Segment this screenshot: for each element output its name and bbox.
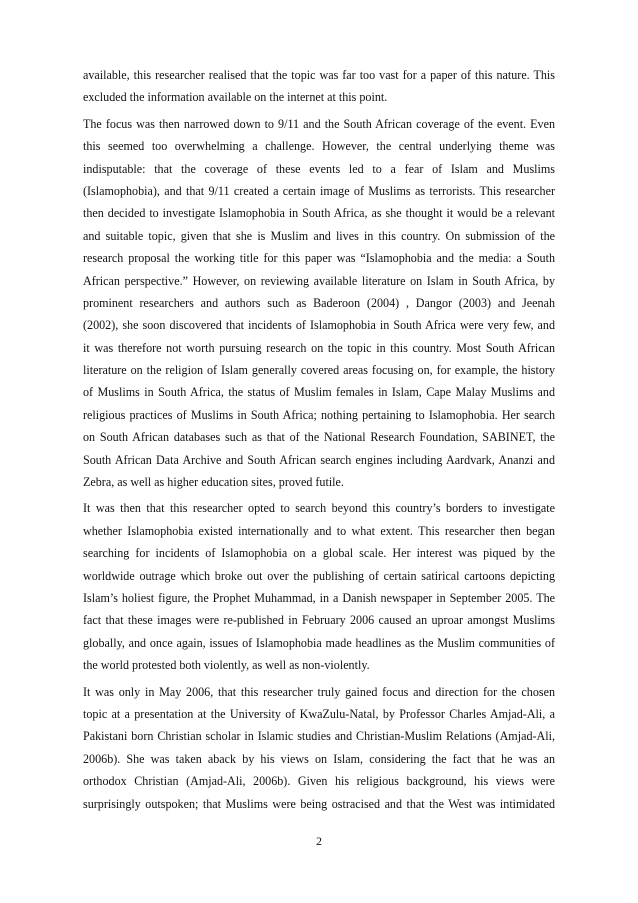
text-line: the world protested both violently, as well as non-violently. bbox=[83, 658, 370, 673]
text-line: The focus was then narrowed down to 9/11 and the South African coverage of the event. Even bbox=[83, 116, 555, 131]
text-line: then decided to investigate Islamophobia in South Africa, as she thought it would be a relevant bbox=[83, 206, 555, 221]
paragraph bbox=[83, 681, 555, 815]
text-line: literature on the religion of Islam generally covered areas focusing on, for example, the history bbox=[83, 363, 555, 378]
text-line: and suitable topic, given that she is Muslim and lives in this country. On submission of the bbox=[83, 228, 555, 243]
text-line: of Muslims in South Africa, the status of Muslim females in Islam, Cape Malay Muslims and bbox=[83, 385, 555, 400]
text-line: excluded the information available on the internet at this point. bbox=[83, 90, 388, 105]
text-line: available, this researcher realised that the topic was far too vast for a paper of this nature. This bbox=[83, 68, 555, 82]
text-line: this seemed too overwhelming a challenge. However, the central underlying theme was bbox=[83, 139, 555, 154]
paragraph bbox=[83, 497, 555, 676]
text-line: It was only in May 2006, that this researcher truly gained focus and direction for the chosen bbox=[83, 684, 555, 699]
paragraph bbox=[83, 64, 555, 109]
text-line: whether Islamophobia existed internationally and to what extent. This researcher then began bbox=[83, 523, 555, 538]
text-line: searching for incidents of Islamophobia on a global scale. Her interest was piqued by the bbox=[83, 546, 555, 561]
text-line: South African Data Archive and South African search engines including Aardvark, Ananzi and bbox=[83, 452, 555, 467]
text-line: Zebra, as well as higher education sites, proved futile. bbox=[83, 475, 344, 490]
text-line: It was then that this researcher opted to search beyond this country’s borders to investigate bbox=[83, 501, 555, 516]
text-line: surprisingly outspoken; that Muslims were being ostracised and that the West was intimidated bbox=[83, 796, 555, 811]
text-line: (2002), she soon discovered that incidents of Islamophobia in South Africa were very few, and bbox=[83, 318, 555, 333]
text-line: worldwide outrage which broke out over the publishing of certain satirical cartoons depicting bbox=[83, 568, 555, 583]
page-number: 2 bbox=[316, 834, 322, 848]
text-line: 2006b). She was taken aback by his views on Islam, considering the fact that he was an bbox=[83, 751, 555, 766]
text-line: religious practices of Muslims in South Africa; nothing pertaining to Islamophobia. Her search bbox=[83, 407, 555, 422]
text-line: globally, and once again, issues of Islamophobia made headlines as the Muslim communities of bbox=[83, 635, 555, 650]
text-line: Islam’s holiest figure, the Prophet Muhammad, in a Danish newspaper in September 2005. The bbox=[83, 590, 555, 605]
text-line: prominent researchers and authors such as Baderoon (2004) , Dangor (2003) and Jeenah bbox=[83, 295, 555, 310]
text-line: it was therefore not worth pursuing research on the topic in this country. Most South African bbox=[83, 340, 555, 355]
text-line: fact that these images were re-published in February 2006 caused an uproar amongst Muslims bbox=[83, 613, 555, 628]
text-line: Pakistani born Christian scholar in Islamic studies and Christian-Muslim Relations (Amjad-Ali, bbox=[83, 729, 555, 744]
text-line: indisputable: that the coverage of these events led to a fear of Islam and Muslims bbox=[83, 161, 555, 176]
text-line: topic at a presentation at the University of KwaZulu-Natal, by Professor Charles Amjad-Ali, a bbox=[83, 706, 555, 721]
text-line: African perspective.” However, on reviewing available literature on Islam in South Africa, by bbox=[83, 273, 555, 288]
text-line: research proposal the working title for this paper was “Islamophobia and the media: a South bbox=[83, 251, 555, 266]
body-text bbox=[83, 64, 555, 819]
text-line: on South African databases such as that of the National Research Foundation, SABINET, the bbox=[83, 430, 555, 445]
text-line: (Islamophobia), and that 9/11 created a certain image of Muslims as terrorists. This researcher bbox=[83, 183, 555, 198]
paragraph bbox=[83, 113, 555, 494]
text-line: orthodox Christian (Amjad-Ali, 2006b). Given his religious background, his views were bbox=[83, 774, 555, 789]
